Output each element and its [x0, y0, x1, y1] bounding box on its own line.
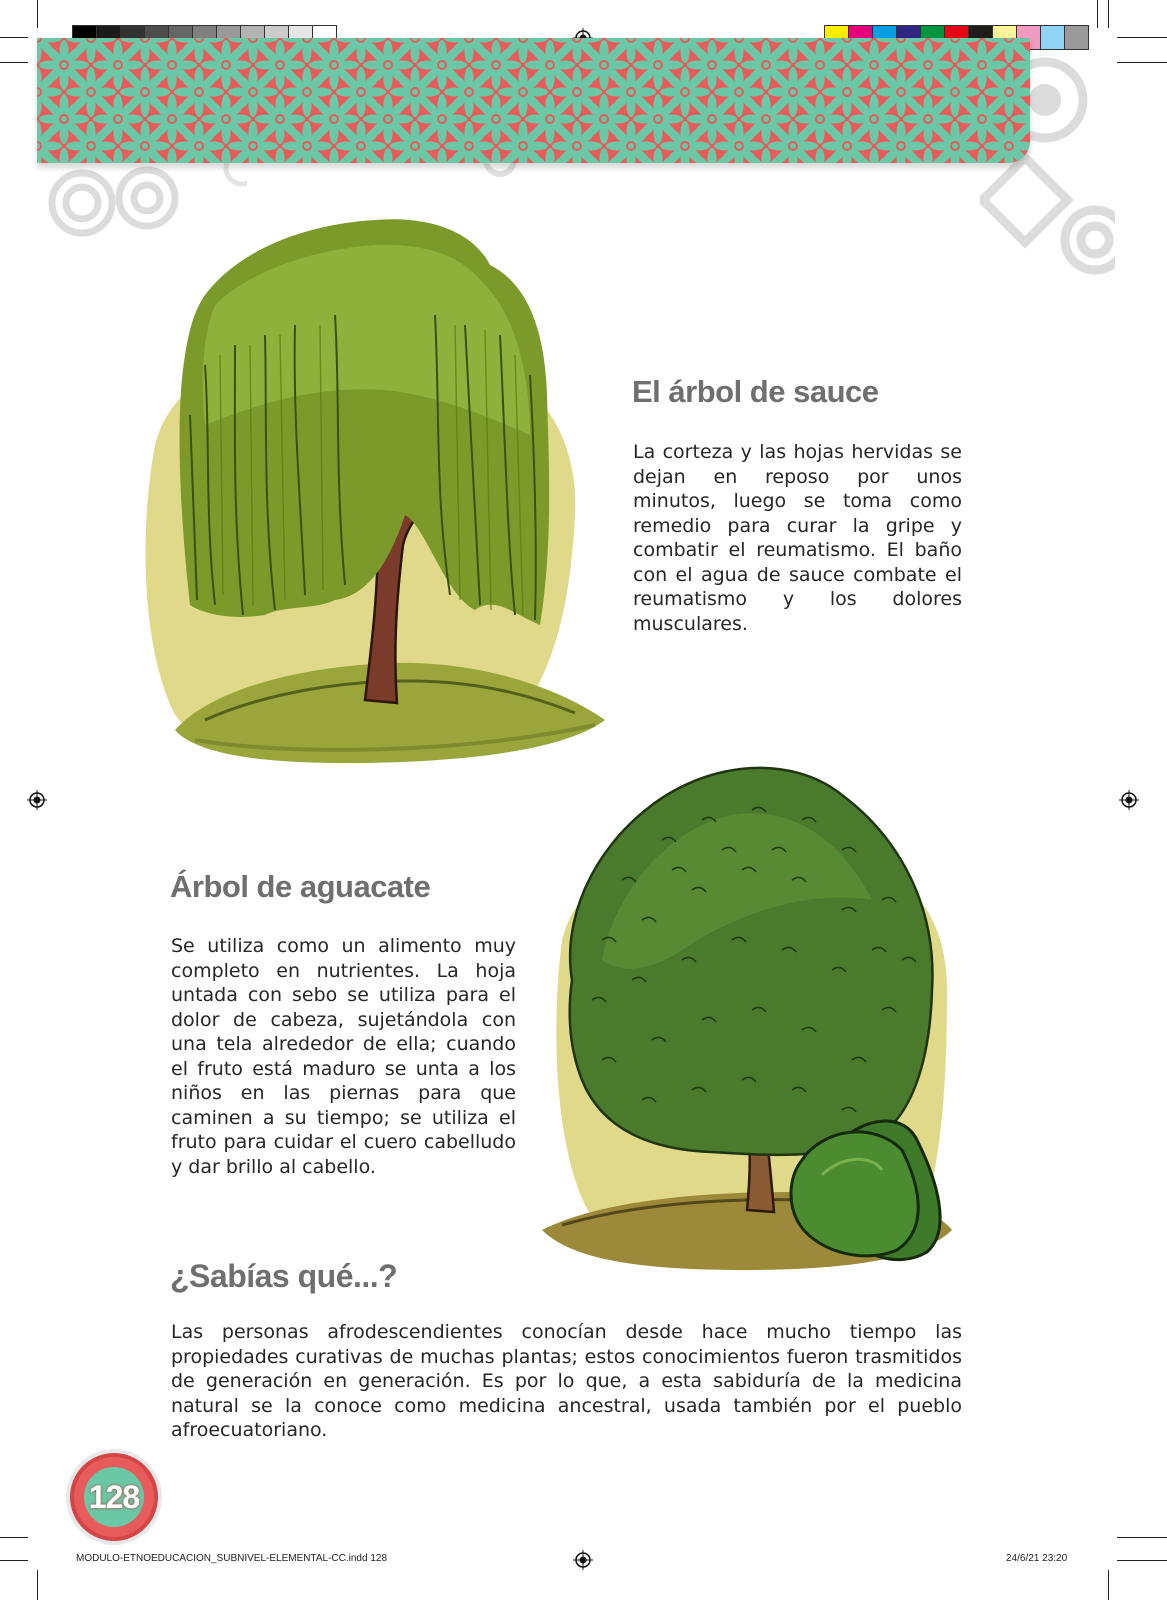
avocado-title: Árbol de aguacate [170, 869, 431, 904]
did-you-know-title: ¿Sabías qué...? [170, 1258, 398, 1294]
avocado-tree-illustration [542, 760, 962, 1280]
willow-title: El árbol de sauce [632, 374, 879, 409]
footer-file-name: MODULO-ETNOEDUCACION_SUBNIVEL-ELEMENTAL-CC.indd 128 [76, 1553, 388, 1564]
flower-pattern-icon [37, 38, 1030, 163]
footer-date-time: 24/6/21 23:20 [1006, 1553, 1068, 1564]
page-number: 128 [88, 1479, 140, 1515]
page-number-badge [70, 1453, 158, 1541]
registration-mark-icon [27, 790, 47, 810]
spiral-ornament-icon [465, 160, 535, 180]
willow-description: La corteza y las hojas hervidas se dejan en reposo por unos minutos, luego se toma como remedio para curar la gripe y combatir el reumatismo. El baño con el agua de sauce combate el reumatismo y los dolores musculares. [633, 441, 962, 635]
registration-mark-icon [1119, 790, 1139, 810]
registration-mark-icon [573, 1550, 593, 1570]
did-you-know-text: Las personas afrodescendientes conocían desde hace mucho tiempo las propiedades curativas de muchas plantas; estos conocimientos fueron trasmitidos de generación en generación. Es por lo que, a esta sabiduría de la medicina natural se la conoce como medicina ancestral, usada también por el pueblo afroecuatoriano. [171, 1321, 962, 1441]
willow-tree-illustration [135, 215, 615, 770]
header-band [37, 38, 1030, 163]
avocado-description: Se utiliza como un alimento muy completo en nutrientes. La hoja untada con sebo se utiliza para el dolor de cabeza, sujetándola con una tela alrededor de ella; cuando el fruto está maduro se unta a los niños en las piernas para que caminen a su tiempo; se utiliza el fruto para cuidar el cuero cabelludo y dar brillo al cabello. [171, 935, 516, 1178]
